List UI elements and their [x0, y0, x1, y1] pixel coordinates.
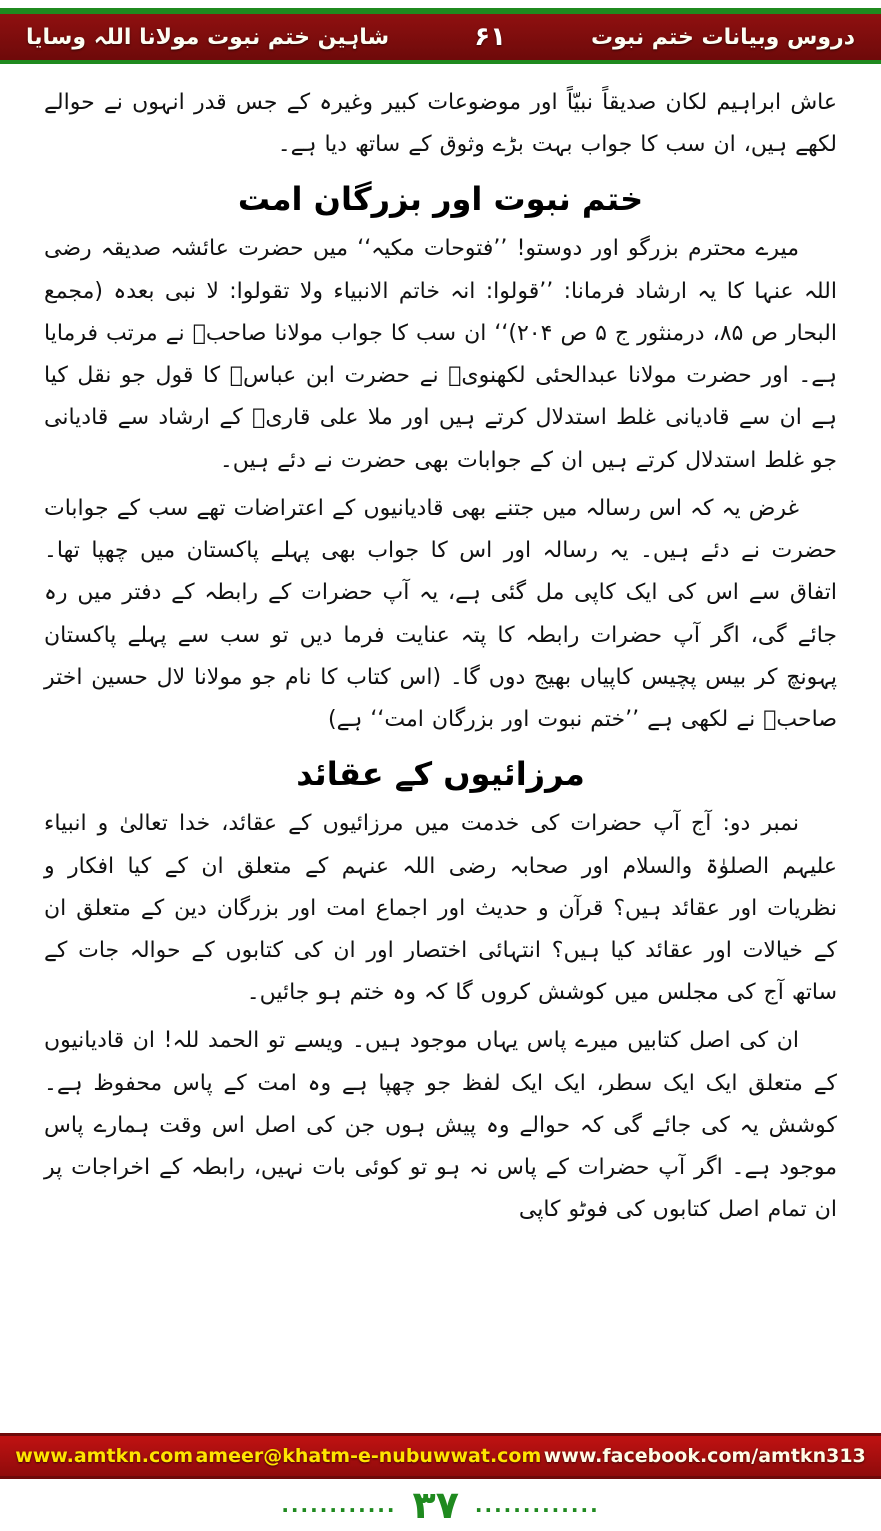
page-number-dots-right: ............. — [474, 1493, 600, 1517]
paragraph: نمبر دو: آج آپ حضرات کی خدمت میں مرزائیوں کے عقائد، خدا تعالیٰ و انبیاء علیہم الصلوٰۃ والسلام اور صحابہ رضی اللہ عنہم کے متعلق ان کے کیا افکار و نظریات اور عقائد ہیں؟ قرآن و حدیث اور اجماع امت اور بزرگان دین کے متعلق ان کے خیالات اور عقائد کیا ہیں؟ انتہائی اختصار اور ان کی کتابوں کے حوالہ جات کے ساتھ آج کی مجلس میں کوشش کروں گا کہ وہ ختم ہو جائیں۔ — [44, 811, 837, 1006]
paragraph: میرے محترم بزرگو اور دوستو! ’’فتوحات مکیہ‘‘ میں حضرت عائشہ صدیقہ رضی اللہ عنہا کا یہ ارشاد فرمانا: ’’قولوا: انہ خاتم الانبیاء ولا تقولوا: لا نبی بعدہ (مجمع البحار ص ۸۵، درمنثور ج ۵ ص ۲۰۴)‘‘ ان سب کا جواب مولانا صاحبؒ نے مرتب فرمایا ہے۔ اور حضرت مولانا عبدالحئی لکھنویؒ نے حضرت ابن عباسؓ کا قول جو نقل کیا ہے ان سے قادیانی غلط استدلال کرتے ہیں اور ملا علی قاریؒ کے ارشاد سے قادیانی جو غلط استدلال کرتے ہیں ان کے جوابات بھی حضرت نے دئے ہیں۔ — [44, 236, 837, 473]
footer-facebook-link[interactable]: www.facebook.com/amtkn313 — [543, 1445, 866, 1467]
page-number: ۳۷ — [412, 1483, 459, 1527]
footer-website-link[interactable]: www.amtkn.com — [15, 1445, 194, 1467]
page-header — [0, 14, 881, 60]
paragraph: عاش ابراہیم لکان صدیقاً نبیّاً اور موضوعات کبیر وغیرہ کے جس قدر انہوں نے حوالے لکھے ہیں، ان سب کا جواب بہت بڑے وثوق کے ساتھ دیا ہے۔ — [44, 90, 837, 158]
header-page-number: ۶۱ — [474, 22, 506, 52]
paragraph: غرض یہ کہ اس رسالہ میں جتنے بھی قادیانیوں کے اعتراضات تھے سب کے جوابات حضرت نے دئے ہیں۔ یہ رسالہ اور اس کا جواب بھی پہلے پاکستان میں چھپا تھا۔ اتفاق سے اس کی ایک کاپی مل گئی ہے، یہ آپ حضرات کے رابطہ کے دفتر میں رہ جائے گی، اگر آپ حضرات رابطہ کا پتہ عنایت فرما دیں تو سب سے پہلے پاکستان پہونچ کر بیس پچیس کاپیاں بھیج دوں گا۔ (اس کتاب کا نام جو مولانا لال حسین اختر صاحبؒ نے لکھی ہے ’’ختم نبوت اور بزرگان امت‘‘ ہے) — [44, 495, 837, 733]
header-right-title: دروس وبیانات ختم نبوت — [591, 24, 855, 50]
footer-links-bar — [0, 1433, 881, 1479]
section-heading-mirzaiyon-ke-aqaid: مرزائیوں کے عقائد — [296, 755, 585, 794]
footer-email-link[interactable]: ameer@khatm-e-nubuwwat.com — [195, 1445, 542, 1467]
paragraph: ان کی اصل کتابیں میرے پاس یہاں موجود ہیں۔ ویسے تو الحمد للہ! ان قادیانیوں کے متعلق ایک ایک سطر، ایک ایک لفظ جو چھپا ہے وہ امت کے پاس محفوظ ہے۔ کوشش یہ کی جائے گی کہ حوالے وہ پیش ہوں جن کی اصل اس وقت ہمارے پاس موجود ہے۔ اگر آپ حضرات کے پاس نہ ہو تو کوئی بات نہیں، رابطہ کے اخراجات پر ان تمام اصل کتابوں کی فوٹو کاپی — [44, 1028, 837, 1223]
top-margin — [0, 0, 881, 8]
header-left-title: شاہین ختم نبوت مولانا اللہ وسایا — [26, 24, 390, 50]
document-body — [0, 64, 881, 1232]
page-number-row — [0, 1479, 881, 1531]
section-heading-khatm-e-nubuwwat: ختم نبوت اور بزرگان امت — [237, 180, 644, 219]
page-number-dots-left: ............ — [281, 1493, 397, 1517]
